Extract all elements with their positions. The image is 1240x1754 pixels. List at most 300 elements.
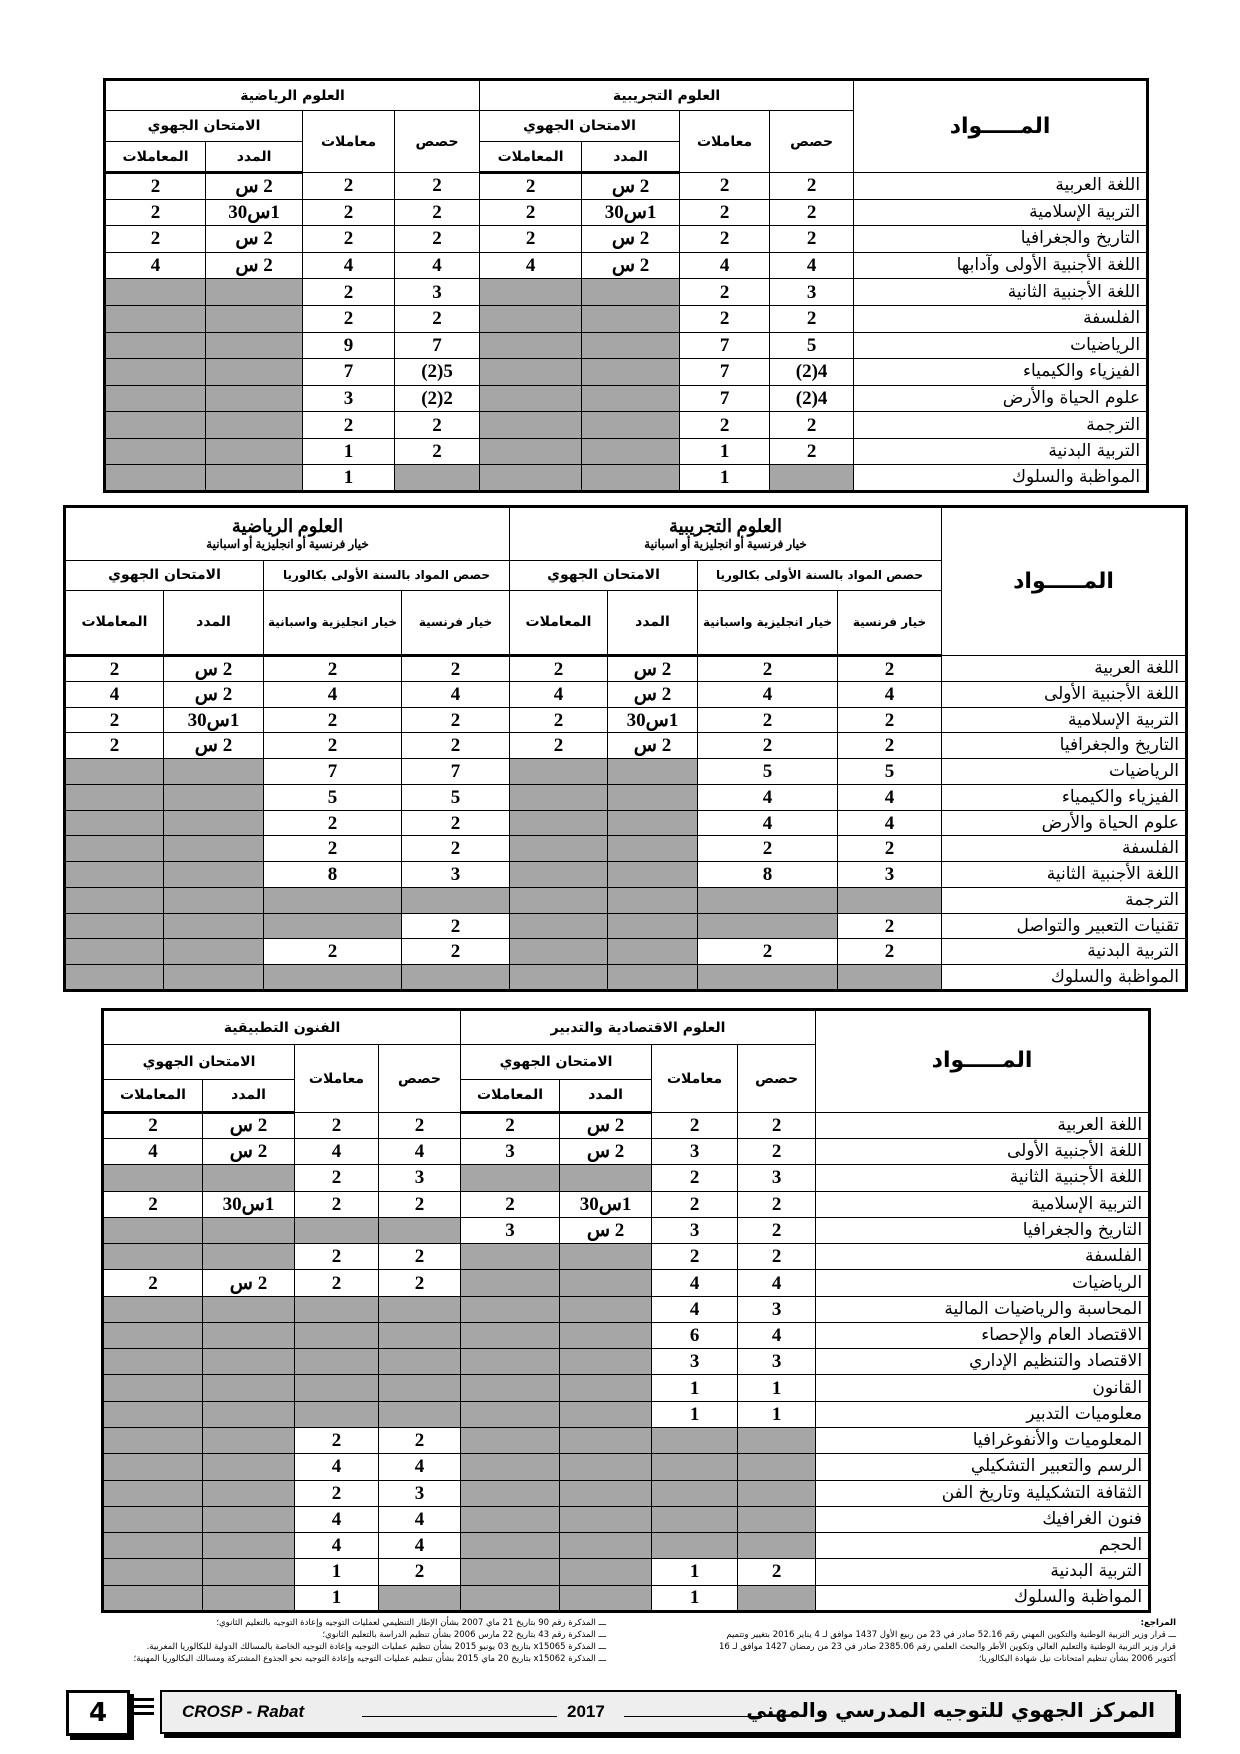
value-cell: 2 [680, 173, 770, 200]
references-title: المراجع: [1140, 1618, 1176, 1628]
empty-cell [105, 438, 206, 465]
empty-cell [103, 1454, 203, 1480]
empty-cell [103, 1506, 203, 1532]
empty-cell [206, 465, 303, 492]
empty-cell [582, 412, 680, 439]
value-cell: 3 [738, 1165, 816, 1191]
empty-cell [510, 810, 608, 836]
subject-name: اللغة الأجنبية الثانية [854, 279, 1148, 306]
value-cell: 2 [303, 279, 395, 306]
empty-cell [461, 1296, 560, 1322]
footer-bar [160, 1690, 1177, 1734]
value-cell: 2 [395, 412, 480, 439]
value-cell: 1 [295, 1559, 379, 1585]
value-cell: 1س30 [206, 199, 303, 226]
value-cell: 2 س [560, 1112, 652, 1138]
value-cell: 1 [652, 1401, 738, 1427]
value-cell: 2 س [203, 1112, 295, 1138]
subject-name: الحجم [816, 1533, 1150, 1559]
empty-cell [103, 1244, 203, 1270]
group-header-math [65, 507, 510, 561]
empty-cell [65, 759, 164, 785]
empty-cell [461, 1533, 560, 1559]
empty-cell [461, 1454, 560, 1480]
value-cell: 2 [295, 1244, 379, 1270]
empty-cell [608, 965, 698, 991]
value-cell: 2 [770, 412, 854, 439]
empty-cell [203, 1244, 295, 1270]
value-cell: 2 [698, 733, 838, 759]
empty-cell [461, 1375, 560, 1401]
subject-name: التربية البدنية [942, 939, 1187, 965]
table-row [65, 810, 1187, 836]
subject-name: المواظبة والسلوك [942, 965, 1187, 991]
value-cell: 2 [480, 199, 582, 226]
empty-cell [652, 1506, 738, 1532]
empty-cell [203, 1296, 295, 1322]
value-cell: 2 [838, 939, 942, 965]
empty-cell [582, 305, 680, 332]
value-cell: 1 [652, 1585, 738, 1611]
value-cell: 2 س [560, 1217, 652, 1243]
value-cell: 4 [698, 681, 838, 707]
value-cell: 3 [652, 1139, 738, 1165]
value-cell: 3 [379, 1480, 461, 1506]
empty-cell [105, 359, 206, 386]
empty-cell [461, 1585, 560, 1611]
reference-line: ـــ المذكرة رقم 43 بتاريخ 22 مارس 2006 بشأن تنظيم الدراسة بالتعليم الثانوي؛ [322, 1630, 606, 1640]
value-cell: 2 [770, 226, 854, 253]
empty-cell [770, 465, 854, 492]
empty-cell [103, 1559, 203, 1585]
value-cell: 2 [738, 1112, 816, 1138]
footer-org-latin: CROSP - Rabat [182, 1702, 305, 1721]
table-row [103, 1585, 1150, 1611]
empty-cell [560, 1401, 652, 1427]
reference-line: أكتوبر 2006 بشأن تنظيم امتحانات نيل شهادة البكالوريا؛ [978, 1654, 1176, 1664]
empty-cell [264, 965, 402, 991]
group-header-math: العلوم الرياضية [105, 80, 480, 111]
value-cell: 4 [480, 252, 582, 279]
value-cell: 4 [379, 1506, 461, 1532]
footer-org-arabic: المركز الجهوي للتوجيه المدرسي والمهني [746, 1698, 1155, 1722]
table-row [103, 1191, 1150, 1217]
value-cell: 2 [510, 707, 608, 733]
value-cell: 4 [295, 1533, 379, 1559]
table-row [65, 939, 1187, 965]
value-cell: 2 س [164, 733, 264, 759]
empty-cell [264, 887, 402, 913]
table-row [65, 759, 1187, 785]
value-cell: 1 [680, 438, 770, 465]
header-duration: المدد [560, 1079, 652, 1112]
value-cell: 7 [680, 359, 770, 386]
value-cell: 2 [652, 1112, 738, 1138]
value-cell: 2 [698, 939, 838, 965]
table-row [65, 784, 1187, 810]
reference-line: قرار وزير التربية الوطنية والتعليم العالي وتكوين الأطر والبحث العلمي رقم 2385.06 صادر في 23 من رمضان 1427 موافق لـ 16 [718, 1642, 1176, 1652]
empty-cell [510, 965, 608, 991]
value-cell: 2 س [164, 656, 264, 682]
empty-cell [164, 887, 264, 913]
empty-cell [203, 1427, 295, 1453]
value-cell: 2 [698, 656, 838, 682]
subject-name: الترجمة [942, 887, 1187, 913]
empty-cell [510, 887, 608, 913]
empty-cell [206, 305, 303, 332]
header-regional-exam: الامتحان الجهوي [461, 1045, 652, 1079]
value-cell: 2 [652, 1165, 738, 1191]
subjects-header: المـــــواد [854, 80, 1148, 173]
subject-name: الرياضيات [942, 759, 1187, 785]
table-row [103, 1559, 1150, 1585]
subject-name: التربية البدنية [816, 1559, 1150, 1585]
value-cell: 5 [264, 784, 402, 810]
subject-name: التاريخ والجغرافيا [942, 733, 1187, 759]
value-cell: 7 [303, 359, 395, 386]
empty-cell [582, 385, 680, 412]
value-cell: 3 [402, 862, 510, 888]
subject-name: الفيزياء والكيمياء [854, 359, 1148, 386]
subject-name: الرياضيات [854, 332, 1148, 359]
value-cell: 2 [303, 226, 395, 253]
table-row [105, 199, 1148, 226]
value-cell: 4 [510, 681, 608, 707]
table-row [65, 965, 1187, 991]
subject-name: الرياضيات [816, 1270, 1150, 1296]
empty-cell [652, 1533, 738, 1559]
empty-cell [206, 385, 303, 412]
empty-cell [103, 1296, 203, 1322]
subject-name: اللغة الأجنبية الأولى وآدابها [854, 252, 1148, 279]
group-subtitle: خيار فرنسية أو انجليزية أو اسبانية [644, 536, 807, 551]
table-row [105, 438, 1148, 465]
empty-cell [164, 810, 264, 836]
references [66, 1617, 1176, 1677]
empty-cell [103, 1427, 203, 1453]
value-cell: 2 [264, 939, 402, 965]
value-cell: 3 [461, 1217, 560, 1243]
table-row [65, 681, 1187, 707]
value-cell: 2 [738, 1217, 816, 1243]
value-cell: 5 [770, 332, 854, 359]
empty-cell [203, 1559, 295, 1585]
empty-cell [164, 913, 264, 939]
empty-cell [164, 939, 264, 965]
empty-cell [295, 1401, 379, 1427]
value-cell: 2 [402, 707, 510, 733]
value-cell: 2 [103, 1191, 203, 1217]
value-cell: 1 [680, 465, 770, 492]
empty-cell [402, 965, 510, 991]
value-cell: 2 [838, 656, 942, 682]
value-cell: 2 [395, 173, 480, 200]
empty-cell [480, 438, 582, 465]
value-cell: 2 [770, 173, 854, 200]
value-cell: 1س30 [164, 707, 264, 733]
value-cell: 4 [838, 810, 942, 836]
empty-cell [480, 465, 582, 492]
empty-cell [608, 836, 698, 862]
value-cell: 2 س [560, 1139, 652, 1165]
value-cell: 2 س [203, 1270, 295, 1296]
value-cell: 2 [395, 438, 480, 465]
header-regional-exam: الامتحان الجهوي [103, 1045, 295, 1079]
value-cell: 2 [698, 836, 838, 862]
header-regional-exam: الامتحان الجهوي [480, 111, 680, 142]
value-cell: 7 [680, 332, 770, 359]
value-cell: 2 [303, 412, 395, 439]
empty-cell [560, 1296, 652, 1322]
empty-cell [379, 1349, 461, 1375]
empty-cell [379, 1322, 461, 1348]
table-row [103, 1349, 1150, 1375]
group-header-experimental: العلوم التجريبية [480, 80, 854, 111]
empty-cell [203, 1217, 295, 1243]
header-duration: المدد [582, 142, 680, 173]
subject-name: اللغة العربية [816, 1112, 1150, 1138]
empty-cell [379, 1401, 461, 1427]
subject-name: اللغة الأجنبية الأولى [942, 681, 1187, 707]
empty-cell [206, 359, 303, 386]
subject-name: التاريخ والجغرافيا [816, 1217, 1150, 1243]
header-coeffs: المعاملات [105, 142, 206, 173]
empty-cell [203, 1165, 295, 1191]
empty-cell [164, 784, 264, 810]
value-cell: 8 [264, 862, 402, 888]
table-row [103, 1506, 1150, 1532]
value-cell: 5 [698, 759, 838, 785]
empty-cell [379, 1296, 461, 1322]
empty-cell [582, 359, 680, 386]
value-cell: 2 [379, 1244, 461, 1270]
value-cell: 2 [105, 199, 206, 226]
empty-cell [103, 1165, 203, 1191]
table-row [103, 1139, 1150, 1165]
empty-cell [582, 279, 680, 306]
value-cell: 6 [652, 1322, 738, 1348]
value-cell: 4 [770, 252, 854, 279]
subject-name: المحاسبة والرياضيات المالية [816, 1296, 1150, 1322]
empty-cell [480, 305, 582, 332]
empty-cell [480, 332, 582, 359]
group-header-economics: العلوم الاقتصادية والتدبير [461, 1010, 816, 1045]
value-cell: 2 [680, 412, 770, 439]
empty-cell [738, 1533, 816, 1559]
table-row [103, 1165, 1150, 1191]
subject-name: القانون [816, 1375, 1150, 1401]
empty-cell [105, 412, 206, 439]
value-cell: 4 [402, 681, 510, 707]
value-cell: 5(2) [395, 359, 480, 386]
subject-name: اللغة العربية [854, 173, 1148, 200]
value-cell: 4 [379, 1533, 461, 1559]
table-subjects-sciences [103, 78, 1149, 493]
empty-cell [295, 1322, 379, 1348]
value-cell: 4 [652, 1296, 738, 1322]
value-cell: 2 [402, 733, 510, 759]
page-number: 4 [66, 1690, 130, 1736]
value-cell: 2 [379, 1559, 461, 1585]
value-cell: 2 [303, 305, 395, 332]
empty-cell [203, 1533, 295, 1559]
value-cell: 2 [510, 656, 608, 682]
header-duration: المدد [164, 590, 264, 655]
empty-cell [461, 1559, 560, 1585]
value-cell: 2 [103, 1112, 203, 1138]
group-title: العلوم التجريبية [668, 516, 783, 537]
empty-cell [105, 305, 206, 332]
value-cell: 2 [379, 1191, 461, 1217]
empty-cell [480, 412, 582, 439]
subject-name: التربية البدنية [854, 438, 1148, 465]
value-cell: 2 [680, 226, 770, 253]
value-cell: 2 [680, 279, 770, 306]
table-row [103, 1480, 1150, 1506]
value-cell: 2 [379, 1427, 461, 1453]
empty-cell [461, 1270, 560, 1296]
subjects-header: المـــــواد [942, 507, 1187, 656]
value-cell: 4 [698, 784, 838, 810]
value-cell: 2 [770, 305, 854, 332]
header-coefficients: معاملات [652, 1045, 738, 1112]
value-cell: 4 [395, 252, 480, 279]
value-cell: 2 [402, 810, 510, 836]
empty-cell [65, 836, 164, 862]
empty-cell [480, 359, 582, 386]
empty-cell [379, 1585, 461, 1611]
empty-cell [103, 1401, 203, 1427]
value-cell: 2 س [203, 1139, 295, 1165]
empty-cell [510, 784, 608, 810]
empty-cell [103, 1349, 203, 1375]
header-option-french: خيار فرنسية [402, 590, 510, 655]
empty-cell [65, 913, 164, 939]
header-option-english: خيار انجليزية واسبانية [264, 590, 402, 655]
value-cell: 2 [738, 1191, 816, 1217]
subject-name: الاقتصاد العام والإحصاء [816, 1322, 1150, 1348]
empty-cell [608, 759, 698, 785]
value-cell: 3 [738, 1349, 816, 1375]
value-cell: 4 [652, 1270, 738, 1296]
value-cell: 2 [295, 1112, 379, 1138]
empty-cell [402, 887, 510, 913]
value-cell: 2 س [608, 681, 698, 707]
empty-cell [560, 1506, 652, 1532]
empty-cell [203, 1585, 295, 1611]
value-cell: 2 [303, 173, 395, 200]
value-cell: 3 [379, 1165, 461, 1191]
value-cell: 2 س [206, 226, 303, 253]
value-cell: 4(2) [770, 359, 854, 386]
subject-name: الفلسفة [816, 1244, 1150, 1270]
empty-cell [203, 1349, 295, 1375]
value-cell: 1 [738, 1375, 816, 1401]
empty-cell [103, 1322, 203, 1348]
value-cell: 4 [65, 681, 164, 707]
empty-cell [164, 836, 264, 862]
value-cell: 1س30 [560, 1191, 652, 1217]
reference-line: ـــ المذكرة x15062 بتاريخ 20 ماي 2015 بشأن تنظيم عمليات التوجيه وإعادة التوجيه نحو الجذوع المشتركة ومسالك البكالوريا المهنية؛ [133, 1654, 606, 1664]
value-cell: 2 [264, 810, 402, 836]
value-cell: 4 [698, 810, 838, 836]
empty-cell [461, 1244, 560, 1270]
empty-cell [698, 887, 838, 913]
header-periods: حصص [379, 1045, 461, 1112]
table-row [105, 226, 1148, 253]
reference-line: ـــ المذكرة x15065 بتاريخ 03 يونيو 2015 بشأن تنظيم عمليات التوجيه وإعادة التوجيه الخاصة بالمسالك الدولية للبكالوريا المغربية. [146, 1642, 606, 1652]
value-cell: 2 [838, 836, 942, 862]
empty-cell [510, 913, 608, 939]
value-cell: 2 [402, 836, 510, 862]
header-duration: المدد [203, 1079, 295, 1112]
value-cell: 2 [652, 1244, 738, 1270]
value-cell: 3 [395, 279, 480, 306]
value-cell: 2 [295, 1191, 379, 1217]
empty-cell [560, 1375, 652, 1401]
table-row [105, 173, 1148, 200]
value-cell: 2 [65, 656, 164, 682]
empty-cell [295, 1375, 379, 1401]
table-row [105, 305, 1148, 332]
subject-name: تقنيات التعبير والتواصل [942, 913, 1187, 939]
table-row [103, 1217, 1150, 1243]
empty-cell [164, 862, 264, 888]
value-cell: 2 [295, 1427, 379, 1453]
value-cell: 9 [303, 332, 395, 359]
table-row [103, 1401, 1150, 1427]
value-cell: 2 [770, 438, 854, 465]
header-periods: حصص [738, 1045, 816, 1112]
table-row [103, 1427, 1150, 1453]
empty-cell [461, 1427, 560, 1453]
empty-cell [608, 913, 698, 939]
table-subjects-economics-arts [101, 1008, 1151, 1613]
value-cell: 3 [652, 1217, 738, 1243]
value-cell: 4 [379, 1139, 461, 1165]
value-cell: 2 [264, 836, 402, 862]
empty-cell [738, 1454, 816, 1480]
empty-cell [203, 1454, 295, 1480]
value-cell: 2 [105, 173, 206, 200]
header-regional-exam: الامتحان الجهوي [105, 111, 303, 142]
empty-cell [206, 332, 303, 359]
footer-year: 2017 [567, 1702, 605, 1721]
footer-rule [362, 1716, 557, 1717]
value-cell: 1س30 [608, 707, 698, 733]
header-coeffs: المعاملات [65, 590, 164, 655]
value-cell: 2 [395, 305, 480, 332]
empty-cell [461, 1506, 560, 1532]
value-cell: 2 [264, 733, 402, 759]
empty-cell [608, 784, 698, 810]
subject-name: الفلسفة [942, 836, 1187, 862]
footer-lines-decoration [132, 1698, 154, 1719]
subject-name: اللغة العربية [942, 656, 1187, 682]
empty-cell [395, 465, 480, 492]
page-footer [60, 1690, 1177, 1734]
empty-cell [206, 438, 303, 465]
value-cell: 4 [264, 681, 402, 707]
empty-cell [164, 965, 264, 991]
subject-name: علوم الحياة والأرض [854, 385, 1148, 412]
table-row [105, 252, 1148, 279]
empty-cell [738, 1427, 816, 1453]
empty-cell [560, 1270, 652, 1296]
value-cell: 2 س [206, 252, 303, 279]
empty-cell [203, 1480, 295, 1506]
table-row [105, 385, 1148, 412]
